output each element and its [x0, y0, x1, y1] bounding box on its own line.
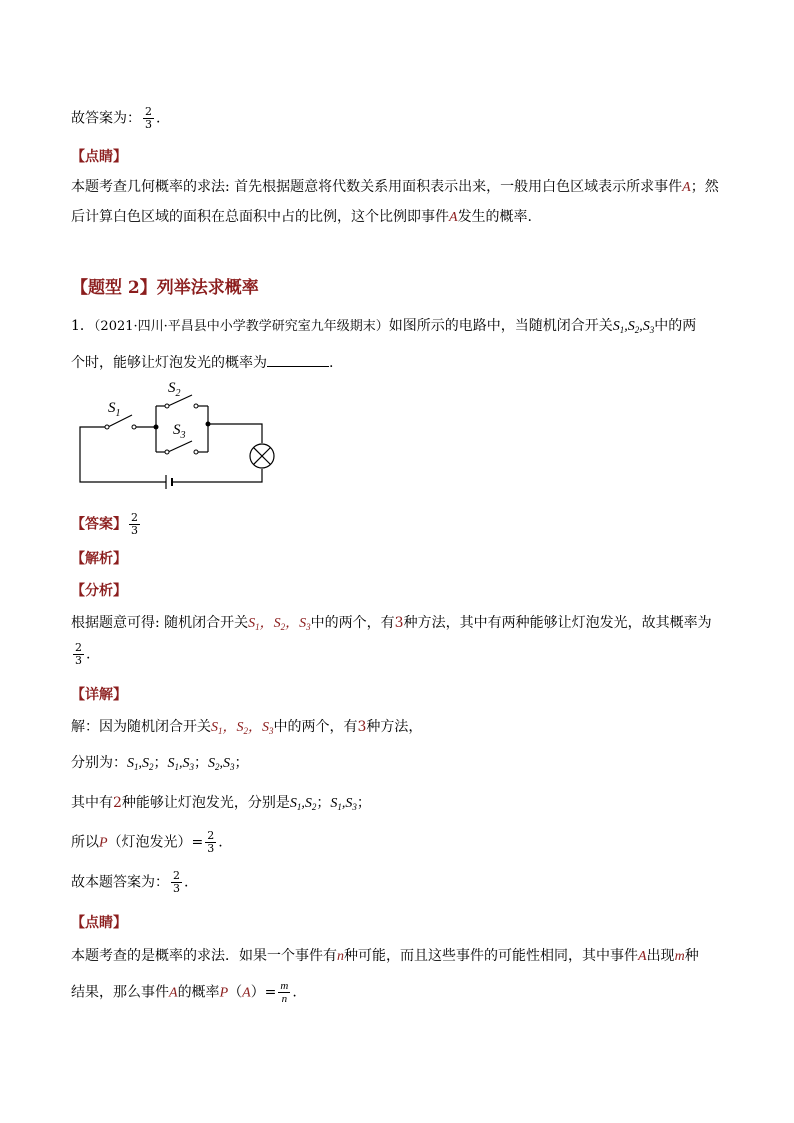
- answer-fraction: $\frac{2}{3}$: [145, 105, 152, 131]
- label-s3: $S_3$: [173, 422, 186, 441]
- comment-line-2: 后计算白色区域的面积在总面积中占的比例，这个比例即事件A发生的概率.: [71, 209, 533, 225]
- answer-fraction-2: $\frac{2}{3}$: [131, 511, 138, 537]
- final-line-1: 本题考查的是概率的求法．如果一个事件有n种可能，而且这些事件的可能性相同，其中事件A出现m种: [71, 948, 699, 964]
- junction-dot: [206, 422, 211, 427]
- section-title: 【题型 2】列举法求概率: [71, 278, 259, 298]
- wire-bottom: [172, 469, 262, 482]
- detail-line-2: 分别为：$S_1,S_2$；$S_1,S_3$；$S_2,S_3$；: [71, 755, 249, 772]
- question-line-2: 个时，能够让灯泡发光的概率为 .: [71, 355, 334, 371]
- label-s2: $S_2$: [168, 380, 181, 399]
- jiexi-header: 【解析】: [71, 551, 127, 567]
- junction-dot: [154, 425, 159, 430]
- answer-line: 故答案为： $\frac{2}{3}$ .: [71, 105, 161, 131]
- final-line-2: 结果，那么事件A的概率P（A）= $\frac{m}{n}$ .: [71, 980, 297, 1005]
- dianjing-header-2: 【点睛】: [71, 915, 127, 931]
- answer-blank: [267, 354, 329, 367]
- fenxi-line-2: $\frac{2}{3}$ .: [75, 641, 91, 667]
- dianjing-header: 【点睛】: [71, 149, 127, 165]
- label-s1: $S_1$: [108, 400, 121, 419]
- wire-left: [80, 427, 166, 482]
- comment-line-1: 本题考查几何概率的求法: 首先根据题意将代数关系用面积表示出来，一般用白色区域表示所求事件A；然: [71, 179, 719, 195]
- xiangjie-header: 【详解】: [71, 687, 127, 703]
- question-line-1: 1．（2021·四川·平昌县中小学教学研究室九年级期末）如图所示的电路中，当随机闭合开关$S_1,S_2,S_3$中的两: [71, 318, 697, 335]
- fenxi-header: 【分析】: [71, 583, 127, 599]
- detail-line-5: 故本题答案为： $\frac{2}{3}$ .: [71, 869, 189, 895]
- detail-line-4: 所以P（灯泡发光）= $\frac{2}{3}$ .: [71, 829, 223, 855]
- fenxi-line-1: 根据题意可得: 随机闭合开关$S_1$，$S_2$，$S_3$中的两个，有3种方法，其中有两种能够让灯泡发光，故其概率为: [71, 615, 712, 632]
- answer-row: 【答案】 $\frac{2}{3}$: [71, 511, 138, 537]
- wire-right: [208, 424, 262, 443]
- detail-line-1: 解：因为随机闭合开关$S_1$，$S_2$，$S_3$中的两个，有3种方法，: [71, 719, 423, 736]
- switch-s3: [168, 441, 192, 452]
- detail-line-3: 其中有2种能够让灯泡发光，分别是$S_1,S_2$；$S_1,S_3$；: [71, 795, 371, 812]
- circuit-diagram: [70, 372, 290, 502]
- terminal: [105, 425, 109, 429]
- answer-prefix: 故答案为：: [71, 110, 141, 127]
